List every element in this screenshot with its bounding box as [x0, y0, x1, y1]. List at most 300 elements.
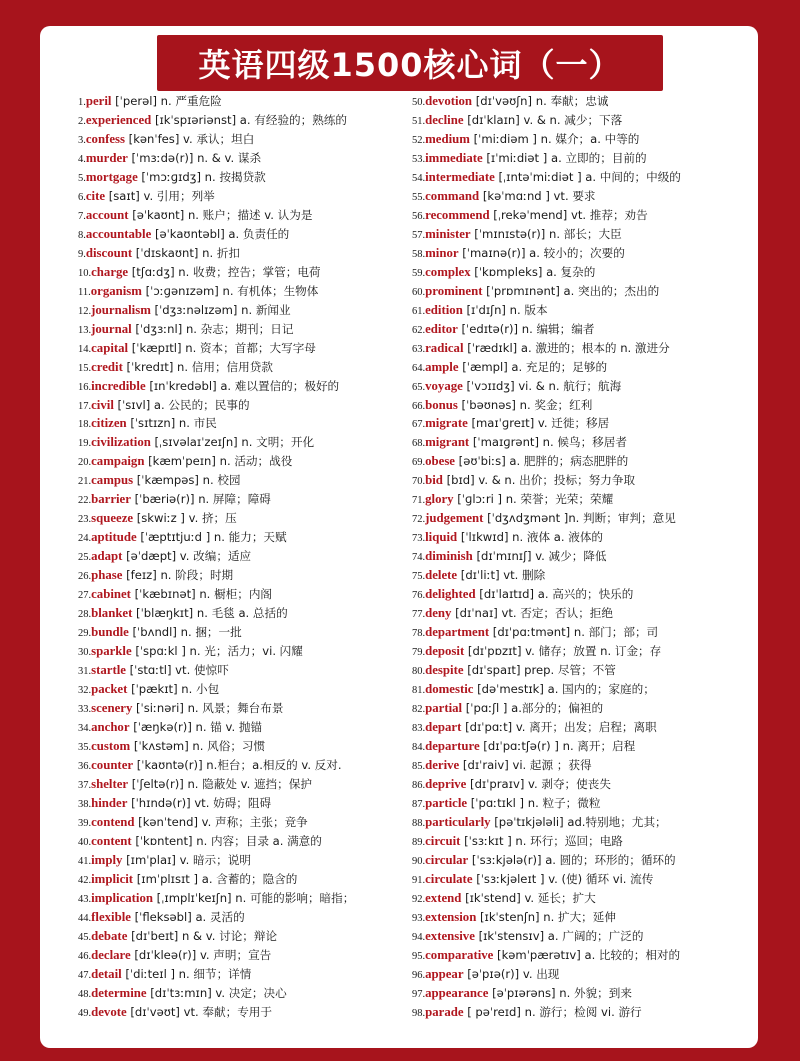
entry-definition: [dɪˈlaɪtɪd] a. 高兴的；快乐的 [475, 587, 634, 602]
entry-definition: [əˈkaʊntəbl] a. 负责任的 [151, 226, 290, 241]
entry-number: 67. [412, 419, 426, 431]
entry-number: 63. [412, 343, 426, 355]
entry-number: 51. [412, 115, 426, 127]
entry-word: bundle [91, 625, 129, 640]
entry-number: 46. [78, 950, 92, 962]
left-word-column [78, 92, 408, 1021]
entry-number: 91. [412, 874, 426, 886]
word-entry [78, 149, 408, 168]
entry-definition: [dɪˈtɜːmɪn] v. 决定；决心 [146, 985, 287, 1000]
word-entry [78, 870, 408, 889]
entry-number: 2. [78, 115, 86, 127]
word-entry [78, 661, 408, 680]
word-entry [78, 965, 408, 984]
entry-definition: [ˈsɜːkjəleɪt ] v. (使) 循环 vi. 流传 [472, 871, 654, 886]
entry-definition: [ɪmˈplaɪ] v. 暗示；说明 [122, 852, 251, 867]
entry-word: discount [85, 245, 133, 260]
entry-definition: [dɪˈpɑːt] v. 离开；出发；启程；离职 [461, 719, 657, 734]
entry-number: 34. [78, 722, 92, 734]
entry-definition: [ˈkaʊntə(r)] n.柜台；a.相反的 v. 反对. [133, 757, 342, 772]
entry-definition: [dɪˈpraɪv] v. 剥夺；使丧失 [466, 776, 611, 791]
word-entry [78, 642, 408, 661]
entry-number: 37. [78, 779, 92, 791]
entry-definition: [ˌɪmplɪˈkeɪʃn] n. 可能的影响；暗指； [152, 890, 355, 905]
word-entry [412, 490, 748, 509]
entry-number: 65. [412, 381, 426, 393]
entry-word: scenery [91, 701, 133, 715]
entry-word: despite [425, 663, 464, 678]
entry-word: migrate [425, 416, 468, 431]
entry-word: imply [91, 852, 123, 867]
word-entry [412, 1003, 748, 1022]
entry-number: 97. [412, 988, 426, 1000]
entry-number: 45. [78, 931, 92, 943]
entry-word: deprive [425, 776, 467, 791]
word-entry [78, 433, 408, 452]
entry-definition: [ˈperəl] n. 严重危险 [111, 94, 222, 108]
entry-word: minister [425, 226, 471, 241]
entry-definition: [ɪˈmiːdiət ] a. 立即的；目前的 [482, 150, 647, 165]
entry-definition: [ˈæŋkə(r)] n. 锚 v. 抛锚 [129, 719, 263, 734]
word-entry [78, 263, 408, 282]
entry-definition: [ˌɪntəˈmiːdiət ] a. 中间的；中级的 [494, 169, 681, 184]
entry-number: 32. [78, 685, 92, 697]
entry-definition: [ˈsɜːkjələ(r)] a. 圆的；环形的；循环的 [468, 852, 676, 867]
entry-definition: [ˈkʌstəm] n. 风俗；习惯 [130, 738, 266, 753]
entry-word: content [91, 833, 132, 848]
entry-number: 43. [78, 893, 92, 905]
word-entry [412, 282, 748, 301]
entry-number: 26. [78, 571, 92, 583]
entry-number: 90. [412, 855, 426, 867]
word-entry [412, 263, 748, 282]
entry-number: 94. [412, 931, 426, 943]
word-entry [412, 471, 748, 490]
entry-word: cabinet [91, 587, 131, 602]
word-entry [412, 414, 748, 433]
entry-number: 59. [412, 267, 426, 279]
entry-number: 31. [78, 666, 92, 678]
entry-definition: [dɪˈmɪnɪʃ] v. 减少；降低 [472, 549, 607, 564]
entry-number: 79. [412, 647, 426, 659]
entry-word: circular [425, 852, 469, 867]
word-entry [412, 528, 748, 547]
entry-definition: [ˈkɒmpleks] a. 复杂的 [470, 264, 596, 279]
entry-definition: [ˈdʒɜːnəlɪzəm] n. 新闻业 [150, 302, 291, 317]
entry-definition: [feɪz] n. 阶段；时期 [122, 568, 234, 583]
entry-definition: [ˈedɪtə(r)] n. 编辑；编者 [457, 321, 595, 336]
word-entry [78, 984, 408, 1003]
entry-word: civilization [91, 435, 151, 450]
entry-definition: [ˈrædɪkl] a. 激进的；根本的 n. 激进分 [463, 340, 670, 355]
word-entry [412, 775, 748, 794]
word-entry [412, 339, 748, 358]
entry-word: charge [91, 264, 129, 279]
entry-definition: [ˈkæbɪnət] n. 橱柜；内阁 [130, 587, 273, 602]
entry-number: 68. [412, 438, 426, 450]
entry-word: packet [91, 682, 128, 697]
word-entry [412, 585, 748, 604]
entry-definition: [ˈbæriə(r)] n. 屏障；障碍 [130, 492, 271, 507]
entry-number: 18. [78, 419, 92, 431]
word-entry [78, 908, 408, 927]
entry-word: confess [85, 131, 125, 146]
word-entry [78, 794, 408, 813]
entry-word: parade [425, 1004, 464, 1019]
entry-definition: [skwiːz ] v. 挤；压 [133, 511, 237, 526]
word-entry [412, 623, 748, 642]
word-entry [412, 680, 748, 699]
entry-word: editor [425, 321, 458, 336]
entry-number: 86. [412, 779, 426, 791]
word-entry [78, 92, 408, 111]
word-entry [412, 396, 748, 415]
entry-word: peril [85, 94, 112, 108]
entry-word: detail [91, 966, 122, 981]
word-entry [78, 756, 408, 775]
entry-number: 84. [412, 741, 426, 753]
entry-word: phase [91, 568, 123, 583]
entry-word: deny [425, 606, 452, 621]
entry-word: diminish [425, 549, 473, 564]
entry-word: credit [91, 359, 123, 374]
word-entry [412, 358, 748, 377]
entry-number: 17. [78, 400, 92, 412]
entry-word: startle [91, 663, 126, 678]
entry-word: hinder [91, 795, 128, 810]
entry-number: 89. [412, 836, 426, 848]
page-title: 英语四级1500核心词（一） [198, 46, 622, 84]
entry-word: contend [91, 814, 135, 829]
entry-definition: [dɪˈpɒzɪt] v. 储存；放置 n. 订金；存 [464, 644, 662, 659]
word-entry [412, 168, 748, 187]
entry-definition: [saɪt] v. 引用；列举 [105, 188, 215, 203]
entry-definition: [ˈmaɪnə(r)] a. 较小的；次要的 [458, 245, 625, 260]
entry-definition: [ˈdiːteɪl ] n. 细节；详情 [121, 966, 252, 981]
entry-number: 56. [412, 210, 426, 222]
entry-definition: [kæmˈpeɪn] n. 活动；战役 [144, 454, 293, 469]
entry-number: 15. [78, 362, 92, 374]
word-entry [78, 111, 408, 130]
entry-number: 76. [412, 590, 426, 602]
entry-word: accountable [85, 226, 152, 241]
entry-number: 48. [78, 988, 92, 1000]
entry-number: 6. [78, 191, 86, 203]
word-entry [78, 718, 408, 737]
entry-definition: [ɪkˈstensɪv] a. 广阔的；广泛的 [474, 928, 644, 943]
word-entry [78, 339, 408, 358]
entry-definition: [dɪˈvəʊʃn] n. 奉献；忠诚 [472, 94, 609, 108]
entry-definition: [ˈlɪkwɪd] n. 液体 a. 液体的 [457, 530, 604, 545]
entry-word: citizen [91, 416, 127, 431]
entry-number: 7. [78, 210, 86, 222]
word-entry [412, 946, 748, 965]
entry-number: 16. [78, 381, 92, 393]
entry-word: appearance [425, 985, 489, 1000]
word-entry [412, 187, 748, 206]
entry-definition: [ˈspɑːkl ] n. 光；活力；vi. 闪耀 [131, 644, 303, 659]
entry-number: 60. [412, 286, 426, 298]
entry-word: delete [425, 568, 458, 583]
entry-word: civil [91, 397, 114, 412]
entry-number: 1. [78, 97, 86, 108]
entry-definition: [ˈdʒɜːnl] n. 杂志；期刊；日记 [131, 321, 294, 336]
entry-word: cite [85, 188, 106, 203]
word-entry [78, 547, 408, 566]
entry-word: implicit [91, 871, 134, 886]
entry-number: 62. [412, 324, 426, 336]
entry-number: 13. [78, 324, 92, 336]
entry-number: 95. [412, 950, 426, 962]
entry-word: recommend [425, 207, 490, 222]
entry-definition: [ pəˈreɪd] n. 游行；检阅 vi. 游行 [463, 1004, 642, 1019]
entry-word: prominent [425, 283, 483, 298]
entry-number: 22. [78, 495, 92, 507]
word-entry [412, 377, 748, 396]
entry-definition: [ˈkæmpəs] n. 校园 [133, 473, 241, 488]
entry-word: derive [425, 757, 460, 772]
entry-word: radical [425, 340, 464, 355]
entry-definition: [ˈdʒʌdʒmənt ]n. 判断；审判；意见 [483, 511, 676, 526]
word-entry [78, 528, 408, 547]
entry-number: 36. [78, 760, 92, 772]
word-entry [412, 927, 748, 946]
entry-number: 77. [412, 609, 426, 621]
entry-word: debate [91, 928, 128, 943]
entry-definition: [ˈstɑːtl] vt. 使惊吓 [125, 663, 229, 678]
entry-word: particularly [425, 814, 491, 829]
entry-number: 88. [412, 817, 426, 829]
word-entry [412, 718, 748, 737]
entry-word: aptitude [91, 530, 137, 545]
right-word-column [412, 92, 748, 1021]
entry-number: 54. [412, 172, 426, 184]
entry-number: 92. [412, 893, 426, 905]
word-entry [78, 737, 408, 756]
entry-definition: [ˈbʌndl] n. 捆；一批 [128, 625, 242, 640]
entry-definition: [tʃɑːdʒ] n. 收费；控告；掌管；电荷 [128, 264, 321, 279]
entry-number: 98. [412, 1007, 426, 1019]
entry-definition: [dɪˈbeɪt] n & v. 讨论；辩论 [127, 928, 278, 943]
entry-definition: [ˈprɒmɪnənt] a. 突出的；杰出的 [482, 283, 660, 298]
word-entry [78, 471, 408, 490]
word-entry [78, 509, 408, 528]
entry-word: journalism [91, 302, 151, 317]
entry-definition: [ˈpɑːʃl ] a.部分的；偏袒的 [462, 701, 604, 715]
entry-number: 93. [412, 912, 426, 924]
entry-number: 83. [412, 722, 426, 734]
entry-number: 35. [78, 741, 92, 753]
entry-word: journal [91, 321, 132, 336]
entry-word: extend [425, 890, 462, 905]
entry-word: adapt [91, 549, 123, 564]
word-entry [78, 396, 408, 415]
entry-word: shelter [91, 776, 129, 791]
entry-number: 75. [412, 571, 426, 583]
entry-word: depart [425, 719, 462, 734]
entry-number: 80. [412, 666, 426, 678]
word-entry [78, 927, 408, 946]
entry-definition: [əˈpɪə(r)] v. 出现 [463, 966, 560, 981]
entry-number: 9. [78, 248, 86, 260]
entry-word: declare [91, 947, 131, 962]
entry-number: 21. [78, 476, 92, 488]
word-entry [412, 794, 748, 813]
word-entry [412, 908, 748, 927]
entry-definition: [dɪˈvəʊt] vt. 奉献；专用于 [126, 1004, 272, 1019]
word-entry [412, 452, 748, 471]
entry-definition: [ɪkˈstend] v. 延长；扩大 [461, 890, 596, 905]
entry-number: 8. [78, 229, 86, 241]
entry-word: appear [425, 966, 464, 981]
entry-word: edition [425, 302, 463, 317]
entry-definition: [ˈæptɪtjuːd ] n. 能力；天赋 [136, 530, 287, 545]
entry-definition: [ˈpækɪt] n. 小包 [127, 682, 220, 697]
entry-definition: [ɪkˈspɪəriənst] a. 有经验的；熟练的 [151, 112, 348, 127]
entry-number: 58. [412, 248, 426, 260]
entry-definition: [ˈkɒntent] n. 内容；目录 a. 满意的 [131, 833, 322, 848]
word-entry [78, 130, 408, 149]
entry-word: minor [425, 245, 459, 260]
entry-definition: [ˈdɪskaʊnt] n. 折扣 [132, 245, 240, 260]
entry-number: 25. [78, 552, 92, 564]
entry-word: migrant [425, 435, 470, 450]
word-entry [412, 889, 748, 908]
word-entry [412, 225, 748, 244]
entry-number: 85. [412, 760, 426, 772]
entry-number: 11. [78, 286, 91, 298]
entry-word: mortgage [85, 169, 138, 184]
entry-number: 50. [412, 97, 426, 108]
entry-word: implication [91, 890, 153, 905]
entry-word: anchor [91, 719, 130, 734]
entry-word: extensive [425, 928, 475, 943]
word-entry [412, 813, 748, 832]
entry-word: flexible [91, 909, 131, 924]
entry-number: 24. [78, 533, 92, 545]
entry-definition: [əʊˈbiːs] a. 肥胖的；病态肥胖的 [454, 454, 629, 469]
entry-word: squeeze [91, 511, 134, 526]
word-entry [412, 244, 748, 263]
entry-definition: [ˈmɪnɪstə(r)] n. 部长；大臣 [470, 226, 622, 241]
entry-definition: [ɪmˈplɪsɪt ] a. 含蓄的；隐含的 [133, 871, 298, 886]
word-entry [78, 1003, 408, 1022]
entry-word: judgement [425, 511, 484, 526]
entry-number: 44. [78, 912, 92, 924]
entry-word: devotion [425, 94, 473, 108]
word-entry [78, 813, 408, 832]
entry-number: 28. [78, 609, 92, 621]
word-entry [78, 946, 408, 965]
entry-word: experienced [85, 112, 152, 127]
entry-word: immediate [425, 150, 483, 165]
entry-definition: [ˈɔːɡənɪzəm] n. 有机体；生物体 [141, 283, 319, 298]
entry-number: 30. [78, 647, 92, 659]
word-entry [412, 851, 748, 870]
entry-word: custom [91, 738, 131, 753]
entry-definition: [dɪˈpɑːtʃə(r) ] n. 离开；启程 [479, 738, 636, 753]
word-entry [78, 377, 408, 396]
word-entry [412, 661, 748, 680]
entry-definition: [ˈʃeltə(r)] n. 隐蔽处 v. 遮挡；保护 [128, 776, 312, 791]
entry-definition: [bɪd] v. & n. 出价；投标；努力争取 [442, 473, 636, 488]
entry-definition: [ˈsiːnəri] n. 风景；舞台布景 [132, 701, 284, 715]
word-entry [412, 832, 748, 851]
entry-definition: [kəˈmɑːnd ] vt. 要求 [479, 188, 596, 203]
entry-definition: [dəˈmestɪk] a. 国内的；家庭的； [473, 682, 655, 697]
word-entry [78, 206, 408, 225]
entry-word: obese [425, 454, 455, 469]
entry-definition: [dɪˈnaɪ] vt. 否定；否认；拒绝 [451, 606, 613, 621]
entry-definition: [ɪkˈstenʃn] n. 扩大；延伸 [476, 909, 616, 924]
entry-number: 69. [412, 457, 426, 469]
entry-definition: [ɪnˈkredəbl] a. 难以置信的；极好的 [145, 378, 340, 393]
entry-word: bonus [425, 397, 458, 412]
entry-number: 53. [412, 153, 426, 165]
entry-word: organism [90, 283, 142, 298]
entry-number: 33. [78, 704, 92, 715]
word-entry [78, 604, 408, 623]
entry-definition: [pəˈtɪkjələli] ad.特别地；尤其； [490, 814, 667, 829]
entry-definition: [ˈɡlɔːri ] n. 荣誉；光荣；荣耀 [453, 492, 614, 507]
word-entry [78, 301, 408, 320]
word-entry [78, 851, 408, 870]
entry-definition: [ˈsɪvl] a. 公民的；民事的 [113, 397, 250, 412]
entry-word: domestic [425, 682, 474, 697]
entry-word: deposit [425, 644, 465, 659]
entry-number: 39. [78, 817, 92, 829]
word-entry [412, 566, 748, 585]
entry-number: 23. [78, 514, 92, 526]
entry-number: 57. [412, 229, 426, 241]
word-entry [412, 149, 748, 168]
entry-definition: [kənˈtend] v. 声称；主张；竞争 [134, 814, 308, 829]
entry-definition: [dɪˈraiv] vi. 起源 ；获得 [459, 757, 592, 772]
entry-number: 70. [412, 476, 426, 488]
entry-word: medium [425, 131, 470, 146]
entry-word: intermediate [425, 169, 495, 184]
entry-definition: [ˌsɪvəlaɪˈzeɪʃn] n. 文明；开化 [150, 435, 315, 450]
entry-number: 42. [78, 874, 92, 886]
entry-definition: [dɪˈliːt] vt. 删除 [457, 568, 546, 583]
word-entry [78, 775, 408, 794]
entry-word: campaign [91, 454, 145, 469]
word-entry [412, 320, 748, 339]
entry-definition: [ˈmɔːɡɪdʒ] n. 按揭贷款 [137, 169, 266, 184]
entry-word: circulate [425, 871, 473, 886]
entry-definition: [ˈmaɪɡrənt] n. 候鸟；移居者 [469, 435, 627, 450]
entry-definition: [ˈsɪtɪzn] n. 市民 [126, 416, 217, 431]
entry-word: extension [425, 909, 477, 924]
entry-number: 64. [412, 362, 426, 374]
entry-definition: [ˈkredɪt] n. 信用；信用贷款 [122, 359, 273, 374]
word-entry [78, 358, 408, 377]
entry-word: partial [425, 701, 463, 715]
entry-number: 27. [78, 590, 92, 602]
word-entry [412, 699, 748, 718]
word-entry [78, 699, 408, 718]
word-entry [412, 509, 748, 528]
entry-word: campus [91, 473, 134, 488]
entry-word: glory [425, 492, 454, 507]
word-entry [412, 130, 748, 149]
word-entry [78, 244, 408, 263]
entry-definition: [əˈpɪərəns] n. 外貌；到来 [488, 985, 632, 1000]
entry-definition: [maɪˈɡreɪt] v. 迁徙；移居 [467, 416, 610, 431]
entry-word: complex [425, 264, 471, 279]
entry-word: account [85, 207, 129, 222]
word-entry [78, 832, 408, 851]
